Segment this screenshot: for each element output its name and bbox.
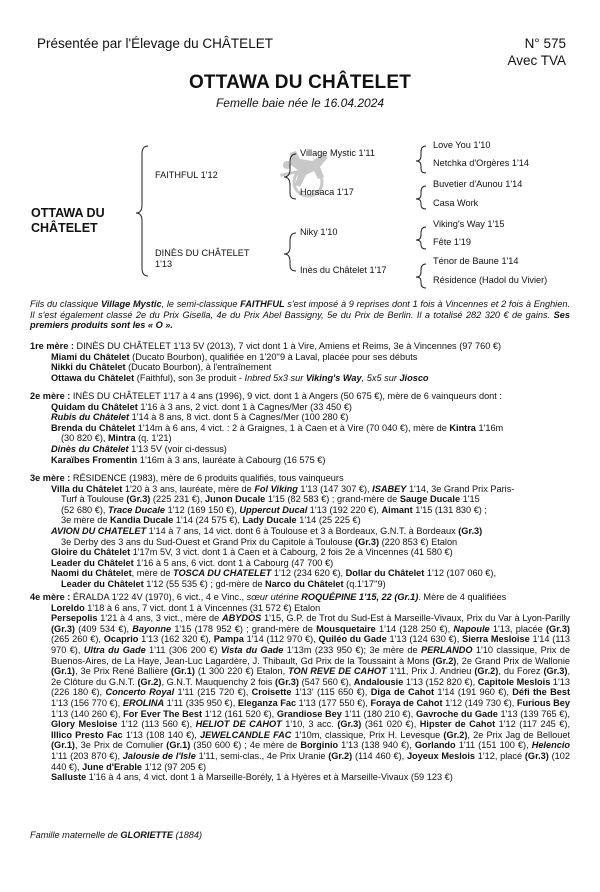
pedigree-great-7: Ténor de Baune 1'14 [433, 256, 519, 266]
presenter-text: Présentée par l'Élevage du CHÂTELET [37, 36, 273, 51]
pedigree-grand-1: Village Mystic 1'11 [300, 148, 375, 158]
pedigree-grand-3: Niky 1'10 [300, 227, 338, 237]
pedigree-great-2: Netchka d'Orgères 1'14 [433, 158, 529, 168]
pedigree-subject: OTTAWA DU CHÂTELET [31, 206, 105, 235]
pedigree-great-3: Buvetier d'Aunou 1'14 [433, 179, 523, 189]
lot-number: N° 575 [524, 36, 566, 51]
pedigree-great-4: Casa Work [433, 198, 479, 208]
sire-intro: Fils du classique Village Mystic, le semi-classique FAITHFUL s'est imposé à 9 reprises dont 1 fois à Vincennes et 2 fois à Enghien. Il s'est également classé 2e du Prix Gisella, 4e du Prix Abel Bassigny, 5e du Prix de Berlin. Il a totalisé 282 320 € de gains. Ses premiers produits sont les « O ». [30, 299, 570, 331]
pedigree-sire: FAITHFUL 1'12 [155, 170, 218, 180]
maternal-family: Famille maternelle de GLORIETTE (1884) [30, 830, 203, 840]
pedigree-dam: DINÈS DU CHÂTELET 1'13 [155, 248, 250, 269]
first-dam-section: 1re mère : DINÈS DU CHÂTELET 1'13 5V (2013), 7 vict dont 1 à Vire, Amiens et Reims, 3e à Vincennes (97 760 €) Miami du Châtelet (Ducato Bourbon), qualifiée en 1'20''9 à Laval, placée pour ses débuts Nikki du Châtelet (Ducato Bourbon), à l'entraînement Ottawa du Châtelet (Faithful), son 3e produit - Inbred 5x3 sur Viking's Way, 5x5 sur Jiosco [30, 341, 502, 383]
tax-label: Avec TVA [507, 53, 566, 68]
pedigree-great-1: Love You 1'10 [433, 140, 491, 150]
third-dam-section: 3e mère : RÉSIDENCE (1983), mère de 6 produits qualifiés, tous vainqueurs Villa du Châtelet 1'20 à 3 ans, lauréate, mère de Fol Viking 1'13 (147 307 €), ISABEY 1'14, 3e Grand Prix Paris- Turf à Toulouse (Gr.3) (225 231 €), Junon Ducale 1'15 (82 583 €) ; grand-mère de Sauge Ducale 1'15 (52 680 €), Trace Ducale 1'12 (169 150 €), Uppercut Ducal 1'13 (192 220 €), Aimant 1'15 (131 830 €) ; 3e mère de Kandia Ducale 1'14 (24 575 €), Lady Ducale 1'14 (25 225 €) AVION DU CHATELET 1'14 à 7 ans, 14 vict. dont 6 à Toulouse et 3 à Bordeaux, G.N.T. à Bordeaux (Gr.3) 3e Derby des 3 ans du Sud-Ouest et Grand Prix du Capitole à Toulouse (Gr.3) (220 853 €) Etalon Gloire du Châtelet 1'17m 5V, 3 vict. dont 1 à Caen et à Cabourg, 2 fois 2e à Vincennes (41 580 €) Leader du Châtelet 1'16 à 5 ans, 6 vict. dont 1 à Cabourg (47 700 €) Naomi du Châtelet, mère de TOSCA DU CHATELET 1'12 (234 620 €), Dollar du Châtelet 1'12 (107 060 €), Leader du Châtelet 1'12 (55 535 €) ; gd-mère de Narco du Châtelet (q.1'17''9) [30, 473, 515, 589]
pedigree-great-5: Viking's Way 1'15 [433, 219, 505, 229]
pedigree-grand-4: Inès du Châtelet 1'17 [300, 265, 387, 275]
pedigree-great-8: Résidence (Hadol du Vivier) [433, 275, 548, 285]
horse-subtitle: Femelle baie née le 16.04.2024 [215, 96, 385, 110]
fourth-dam-section: 4e mère : ÉRALDA 1'22 4V (1970), 6 vict., 4 e Vinc., sœur utérine ROQUÉPINE 1'15, 22 (Gr.1). Mère de 4 qualifiées Loreldo 1'18 à 6 ans, 7 vict. dont 1 à Vincennes (31 572 €) Etalon Persepolis 1'21 à 4 ans, 3 vict., mère de ABYDOS 1'15, G.P. de Trot du Sud-Est à Marseille-Vivaux, Prix du Var à Lyon-Parilly (Gr.3) (409 534 €), Bayonne 1'15 (178 952 €) ; grand-mère de Mousquetaire 1'14 (128 250 €), Napoule 1'13, placée (Gr.3) (265 260 €), Ocaprio 1'13 (162 320 €), Pampa 1'14 (112 970 €), Quiléo du Gade 1'13 (124 630 €), Sierra Mesloise 1'14 (113 970 €), Ultra du Gade 1'11 (306 200 €) Vista du Gade 1'13m (233 950 €); 3e mère de PERLANDO 1'10 classique, Prix de Buenos-Aires, de La Haye, Jean-Luc Lagardère, J. Thibault, Gd Prix de la Toussaint à Mons (Gr.2), 2e Grand Prix de Wallonie (Gr.1), 3e Prix René Ballière (Gr.1) (1 300 220 €) Etalon, TON REVE DE CAHOT 1'11, Prix J. Andrieu (Gr.2), du Forez (Gr.3), 2e Clôture du G.N.T. (Gr.2), G.N.T. Mauquenchy 2 fois (Gr.3) (547 560 €), Andalousie 1'13 (152 820 €), Capitole Meslois 1'13 (226 180 €), Concerto Royal 1'11 (215 720 €), Croisette 1'13' (115 650 €), Diga de Cahot 1'14 (191 960 €), Défi the Best 1'13 (156 770 €), EROLINA 1'11 (335 950 €), Eleganza Fac 1'13 (177 550 €), Foraya de Cahot 1'12 (149 730 €), Furious Bey 1'13 (140 260 €), For Ever The Best 1'12 (161 520 €), Grandiose Bey 1'11 (180 210 €), Gavroche du Gade 1'13 (139 765 €), Glory Mesloise 1'12 (113 560 €), HELIOT DE CAHOT 1'10, 3 acc. (Gr.3) (361 020 €), Hipster de Cahot 1'12 (117 245 €), Illico Presto Fac 1'13 (108 140 €), JEWELCANDLE FAC 1'10m, classique, Prix H. Levesque (Gr.2), 2e Prix Jag de Bellouet (Gr.1), 3e Prix de Cornulier (Gr.1) (350 600 €) ; 4e mère de Borginio 1'13 (138 940 €), Gorlando 1'11 (151 100 €), Helencio 1'11 (203 870 €), Jalousie de l'Isle 1'11, semi-clas., 4e Prix Uranie (Gr.2) (114 460 €), Joyeux Meslois 1'12, placé (Gr.3) (102 440 €), June d'Erable 1'12 (97 205 €) Salluste 1'16 à 4 ans, 4 vict. dont 1 à Marseille-Borély, 1 à Hyères et à Marseille-Vivaux (59 123 €) [30, 592, 571, 783]
second-dam-section: 2e mère : INÈS DU CHÂTELET 1'17 à 4 ans (1996), 9 vict. dont 1 à Angers (50 675 €), mère de 6 vainqueurs dont : Quidam du Châtelet 1'16 à 3 ans, 2 vict. dont 1 à Cagnes/Mer (33 450 €) Rubis du Châtelet 1'14 à 8 ans, 8 vict. dont 5 à Cagnes/Mer (100 280 €) Brenda du Châtelet 1'14m à 6 ans, 4 vict. : 2 à Graignes, 1 à Caen et à Vire (70 040 €), mère de Kintra 1'16m (30 820 €), Mintra (q. 1'21) Dinès du Châtelet 1'13 5V (voir ci-dessus) Karaïbes Fromentin 1'16m à 3 ans, lauréate à Cabourg (16 575 €) [30, 391, 504, 465]
pedigree-grand-2: Horsaca 1'17 [300, 187, 354, 197]
horse-title: OTTAWA DU CHÂTELET [188, 72, 412, 93]
pedigree-great-6: Fête 1'19 [433, 237, 472, 247]
